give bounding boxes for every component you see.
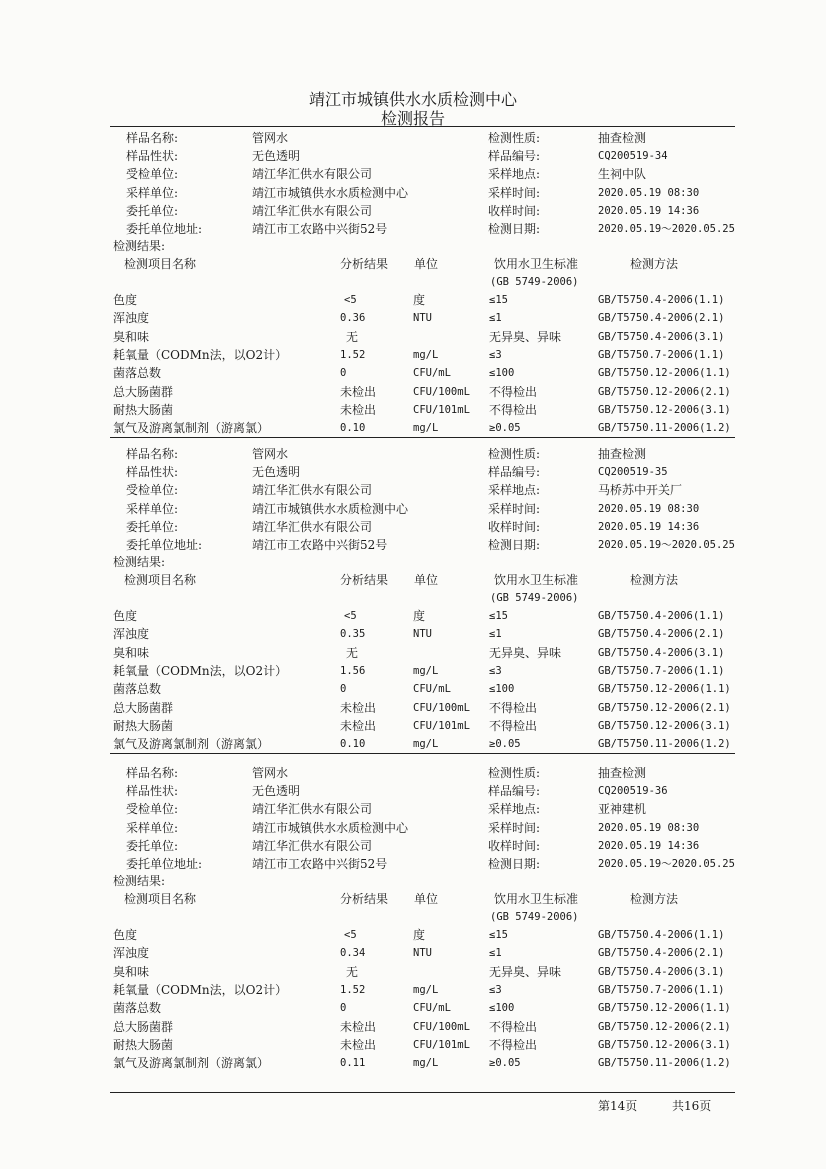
row-method: GB/T5750.12-2006(3.1) — [598, 719, 731, 732]
row-item-name: 耗氧量（CODMn法，以O2计） — [113, 347, 288, 362]
row-result: 0.10 — [340, 738, 366, 751]
row-standard: 不得检出 — [489, 384, 538, 399]
label-receive-time: 收样时间: — [488, 203, 541, 218]
row-result: 未检出 — [340, 384, 377, 399]
row-standard: ≤100 — [489, 367, 515, 380]
row-unit: CFU/101mL — [413, 403, 470, 416]
value-sampler: 靖江市城镇供水水质检测中心 — [252, 501, 409, 516]
row-method: GB/T5750.12-2006(1.1) — [598, 367, 731, 380]
label-sampling-site: 采样地点: — [488, 802, 541, 817]
value-name: 管网水 — [252, 766, 289, 780]
row-unit: NTU — [413, 312, 432, 325]
value-nature: 抽查检测 — [598, 131, 647, 145]
row-method: GB/T5750.12-2006(2.1) — [598, 385, 731, 398]
label-test-date: 检测日期: — [488, 222, 541, 236]
row-standard: 无异臭、异味 — [489, 329, 562, 344]
row-item-name: 氯气及游离氯制剂（游离氯） — [113, 1056, 270, 1071]
row-unit: mg/L — [413, 422, 439, 435]
row-method: GB/T5750.7-2006(1.1) — [598, 664, 725, 677]
value-site: 马桥苏中开关厂 — [598, 483, 683, 498]
row-result: 0.11 — [340, 1057, 366, 1070]
label-inspected-unit: 受检单位: — [126, 802, 179, 817]
results-heading: 检测结果: — [113, 239, 166, 253]
value-site: 亚神建机 — [598, 802, 647, 817]
col-header-item: 检测项目名称 — [124, 892, 197, 906]
row-result: 未检出 — [340, 718, 377, 733]
row-method: GB/T5750.4-2006(3.1) — [598, 330, 725, 343]
col-header-standard: 饮用水卫生标准 — [494, 892, 579, 906]
row-unit: CFU/mL — [413, 367, 451, 380]
row-standard: 不得检出 — [489, 718, 538, 733]
col-header-method: 检测方法 — [630, 257, 679, 271]
value-no: CQ200519-36 — [598, 785, 668, 798]
row-item-name: 臭和味 — [113, 329, 150, 344]
row-unit: CFU/100mL — [413, 385, 470, 398]
row-item-name: 总大肠菌群 — [113, 1019, 174, 1034]
label-sample-no: 样品编号: — [488, 465, 541, 480]
row-item-name: 总大肠菌群 — [113, 700, 174, 715]
row-standard: ≥0.05 — [489, 422, 521, 435]
label-client-address: 委托单位地址: — [126, 857, 203, 871]
label-sampling-site: 采样地点: — [488, 483, 541, 498]
col-header-standard: 饮用水卫生标准 — [494, 573, 579, 587]
label-sample-name: 样品名称: — [126, 131, 179, 145]
row-standard: ≤15 — [489, 294, 508, 306]
row-result: <5 — [344, 929, 357, 941]
row-result: 1.56 — [340, 664, 366, 677]
value-sampling-time: 2020.05.19 08:30 — [598, 821, 700, 834]
col-header-unit: 单位 — [414, 573, 439, 587]
bottom-divider — [110, 1092, 735, 1093]
row-unit: CFU/mL — [413, 683, 451, 696]
row-method: GB/T5750.7-2006(1.1) — [598, 983, 725, 996]
row-result: 1.52 — [340, 983, 366, 996]
org-name: 靖江市城镇供水水质检测中心 — [308, 90, 517, 109]
row-method: GB/T5750.4-2006(2.1) — [598, 947, 725, 960]
value-state: 无色透明 — [252, 784, 301, 799]
row-unit: 度 — [413, 609, 426, 623]
row-method: GB/T5750.7-2006(1.1) — [598, 348, 725, 361]
row-item-name: 氯气及游离氯制剂（游离氯） — [113, 737, 270, 752]
results-heading: 检测结果: — [113, 555, 166, 569]
col-header-result: 分析结果 — [340, 573, 389, 587]
label-sampling-time: 采样时间: — [488, 501, 541, 516]
value-inspected: 靖江华汇供水有限公司 — [252, 167, 373, 182]
value-site: 生祠中队 — [598, 167, 647, 182]
row-item-name: 色度 — [113, 609, 138, 623]
value-client: 靖江华汇供水有限公司 — [252, 203, 373, 218]
row-unit: CFU/100mL — [413, 1020, 470, 1033]
row-standard: ≥0.05 — [489, 1057, 521, 1070]
row-result: 未检出 — [340, 700, 377, 715]
row-result: 无 — [346, 645, 359, 660]
value-name: 管网水 — [252, 131, 289, 145]
label-sampling-unit: 采样单位: — [126, 820, 179, 835]
row-unit: CFU/mL — [413, 1002, 451, 1015]
value-address: 靖江市工农路中兴街52号 — [252, 222, 388, 236]
row-unit: NTU — [413, 947, 432, 960]
row-unit: CFU/101mL — [413, 719, 470, 732]
label-sample-no: 样品编号: — [488, 149, 541, 164]
value-test-date: 2020.05.19～2020.05.25 — [598, 223, 735, 235]
value-receive-time: 2020.05.19 14:36 — [598, 520, 700, 533]
value-sampler: 靖江市城镇供水水质检测中心 — [252, 820, 409, 835]
row-result: 未检出 — [340, 1019, 377, 1034]
value-inspected: 靖江华汇供水有限公司 — [252, 802, 373, 817]
row-standard: ≤100 — [489, 683, 515, 696]
label-client-unit: 委托单位: — [126, 203, 179, 218]
label-client-unit: 委托单位: — [126, 519, 179, 534]
row-unit: mg/L — [413, 664, 439, 677]
row-standard: ≤100 — [489, 1002, 515, 1015]
label-receive-time: 收样时间: — [488, 519, 541, 534]
row-method: GB/T5750.4-2006(1.1) — [598, 610, 725, 622]
row-item-name: 耐热大肠菌 — [113, 718, 174, 733]
col-header-standard-code: (GB 5749-2006) — [490, 592, 579, 604]
row-method: GB/T5750.4-2006(1.1) — [598, 294, 725, 306]
row-result: 0.34 — [340, 947, 366, 960]
label-sample-state: 样品性状: — [126, 149, 179, 164]
row-unit: mg/L — [413, 348, 439, 361]
row-item-name: 菌落总数 — [113, 1001, 162, 1016]
row-method: GB/T5750.4-2006(1.1) — [598, 929, 725, 941]
doc-title: 检测报告 — [380, 109, 445, 128]
row-method: GB/T5750.4-2006(3.1) — [598, 646, 725, 659]
row-method: GB/T5750.12-2006(1.1) — [598, 683, 731, 696]
row-item-name: 耗氧量（CODMn法，以O2计） — [113, 663, 288, 678]
value-no: CQ200519-34 — [598, 150, 668, 163]
col-header-standard-code: (GB 5749-2006) — [490, 276, 579, 288]
row-result: 0.36 — [340, 312, 366, 325]
row-result: <5 — [344, 294, 357, 306]
row-standard: ≤3 — [489, 348, 502, 361]
row-standard: 不得检出 — [489, 1019, 538, 1034]
value-receive-time: 2020.05.19 14:36 — [598, 839, 700, 852]
label-sample-no: 样品编号: — [488, 784, 541, 799]
col-header-result: 分析结果 — [340, 257, 389, 271]
row-item-name: 耗氧量（CODMn法，以O2计） — [113, 982, 288, 997]
row-method: GB/T5750.4-2006(2.1) — [598, 628, 725, 641]
row-item-name: 耐热大肠菌 — [113, 402, 174, 417]
row-item-name: 浑浊度 — [113, 946, 150, 961]
row-method: GB/T5750.11-2006(1.2) — [598, 738, 731, 751]
label-sampling-unit: 采样单位: — [126, 185, 179, 200]
row-result: 无 — [346, 329, 359, 344]
col-header-standard-code: (GB 5749-2006) — [490, 911, 579, 923]
row-method: GB/T5750.12-2006(2.1) — [598, 701, 731, 714]
row-standard: 无异臭、异味 — [489, 645, 562, 660]
row-unit: NTU — [413, 628, 432, 641]
row-unit: mg/L — [413, 1057, 439, 1070]
row-standard: ≤3 — [489, 664, 502, 677]
row-result: 0 — [340, 1002, 347, 1015]
col-header-method: 检测方法 — [630, 892, 679, 906]
row-method: GB/T5750.4-2006(3.1) — [598, 965, 725, 978]
value-no: CQ200519-35 — [598, 466, 668, 479]
label-sampling-time: 采样时间: — [488, 820, 541, 835]
row-standard: ≤1 — [489, 312, 502, 325]
value-sampling-time: 2020.05.19 08:30 — [598, 186, 700, 199]
label-test-date: 检测日期: — [488, 538, 541, 552]
col-header-standard: 饮用水卫生标准 — [494, 257, 579, 271]
value-test-date: 2020.05.19～2020.05.25 — [598, 539, 735, 551]
row-standard: 无异臭、异味 — [489, 964, 562, 979]
row-result: 0.10 — [340, 422, 366, 435]
row-unit: CFU/100mL — [413, 701, 470, 714]
row-item-name: 菌落总数 — [113, 366, 162, 381]
col-header-item: 检测项目名称 — [124, 257, 197, 271]
row-method: GB/T5750.11-2006(1.2) — [598, 1057, 731, 1070]
row-method: GB/T5750.12-2006(3.1) — [598, 403, 731, 416]
label-client-unit: 委托单位: — [126, 838, 179, 853]
row-method: GB/T5750.11-2006(1.2) — [598, 422, 731, 435]
row-result: 0.35 — [340, 628, 366, 641]
row-standard: ≤3 — [489, 983, 502, 996]
row-item-name: 臭和味 — [113, 645, 150, 660]
value-nature: 抽查检测 — [598, 766, 647, 780]
label-sample-name: 样品名称: — [126, 447, 179, 461]
value-sampling-time: 2020.05.19 08:30 — [598, 502, 700, 515]
row-item-name: 菌落总数 — [113, 682, 162, 697]
col-header-unit: 单位 — [414, 892, 439, 906]
col-header-result: 分析结果 — [340, 892, 389, 906]
row-method: GB/T5750.12-2006(1.1) — [598, 1002, 731, 1015]
row-unit: CFU/101mL — [413, 1038, 470, 1051]
value-inspected: 靖江华汇供水有限公司 — [252, 483, 373, 498]
row-item-name: 色度 — [113, 293, 138, 307]
block-divider — [110, 753, 735, 754]
row-result: 0 — [340, 367, 347, 380]
value-address: 靖江市工农路中兴街52号 — [252, 538, 388, 552]
row-unit: mg/L — [413, 738, 439, 751]
col-header-method: 检测方法 — [630, 573, 679, 587]
row-standard: ≤1 — [489, 947, 502, 960]
page-number: 第14页 — [598, 1099, 638, 1113]
results-heading: 检测结果: — [113, 874, 166, 888]
row-result: 未检出 — [340, 402, 377, 417]
col-header-unit: 单位 — [414, 257, 439, 271]
row-method: GB/T5750.12-2006(2.1) — [598, 1020, 731, 1033]
row-result: 无 — [346, 964, 359, 979]
value-client: 靖江华汇供水有限公司 — [252, 519, 373, 534]
label-receive-time: 收样时间: — [488, 838, 541, 853]
row-result: 未检出 — [340, 1037, 377, 1052]
row-unit: 度 — [413, 293, 426, 307]
label-inspected-unit: 受检单位: — [126, 483, 179, 498]
row-item-name: 臭和味 — [113, 964, 150, 979]
row-unit: 度 — [413, 928, 426, 942]
row-item-name: 氯气及游离氯制剂（游离氯） — [113, 421, 270, 436]
row-standard: 不得检出 — [489, 1037, 538, 1052]
label-sampling-site: 采样地点: — [488, 167, 541, 182]
value-address: 靖江市工农路中兴街52号 — [252, 857, 388, 871]
label-sample-name: 样品名称: — [126, 766, 179, 780]
label-test-nature: 检测性质: — [488, 766, 541, 780]
label-sample-state: 样品性状: — [126, 465, 179, 480]
value-nature: 抽查检测 — [598, 447, 647, 461]
label-test-nature: 检测性质: — [488, 131, 541, 145]
row-result: 0 — [340, 683, 347, 696]
row-item-name: 耐热大肠菌 — [113, 1037, 174, 1052]
row-unit: mg/L — [413, 983, 439, 996]
top-divider — [110, 126, 735, 127]
row-item-name: 总大肠菌群 — [113, 384, 174, 399]
label-inspected-unit: 受检单位: — [126, 167, 179, 182]
value-receive-time: 2020.05.19 14:36 — [598, 204, 700, 217]
row-standard: 不得检出 — [489, 402, 538, 417]
value-state: 无色透明 — [252, 149, 301, 164]
page-total: 共16页 — [672, 1099, 712, 1113]
label-test-date: 检测日期: — [488, 857, 541, 871]
block-divider — [110, 437, 735, 438]
row-result: <5 — [344, 610, 357, 622]
label-client-address: 委托单位地址: — [126, 538, 203, 552]
label-client-address: 委托单位地址: — [126, 222, 203, 236]
row-standard: 不得检出 — [489, 700, 538, 715]
value-name: 管网水 — [252, 447, 289, 461]
col-header-item: 检测项目名称 — [124, 573, 197, 587]
row-item-name: 浑浊度 — [113, 627, 150, 642]
value-client: 靖江华汇供水有限公司 — [252, 838, 373, 853]
label-sampling-unit: 采样单位: — [126, 501, 179, 516]
value-sampler: 靖江市城镇供水水质检测中心 — [252, 185, 409, 200]
value-state: 无色透明 — [252, 465, 301, 480]
value-test-date: 2020.05.19～2020.05.25 — [598, 858, 735, 870]
label-test-nature: 检测性质: — [488, 447, 541, 461]
label-sampling-time: 采样时间: — [488, 185, 541, 200]
row-standard: ≤15 — [489, 929, 508, 941]
label-sample-state: 样品性状: — [126, 784, 179, 799]
row-standard: ≤15 — [489, 610, 508, 622]
row-item-name: 浑浊度 — [113, 311, 150, 326]
row-method: GB/T5750.12-2006(3.1) — [598, 1038, 731, 1051]
row-standard: ≥0.05 — [489, 738, 521, 751]
row-result: 1.52 — [340, 348, 366, 361]
row-method: GB/T5750.4-2006(2.1) — [598, 312, 725, 325]
row-standard: ≤1 — [489, 628, 502, 641]
row-item-name: 色度 — [113, 928, 138, 942]
